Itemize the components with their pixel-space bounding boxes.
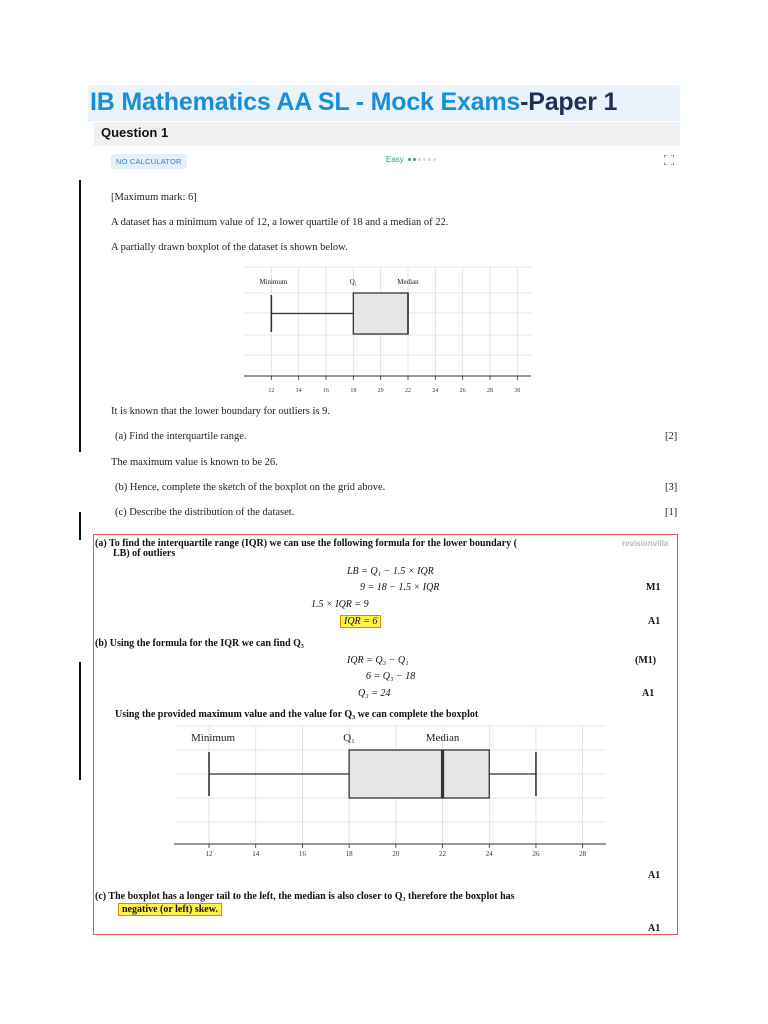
x-tick-label: 28 (579, 850, 587, 858)
question-label: Question 1 (101, 125, 169, 140)
difficulty-dot (428, 158, 431, 161)
question-header (94, 122, 680, 146)
difficulty-dot (418, 158, 421, 161)
solution-b-eq3: Q₃ = 24 (358, 688, 391, 699)
x-tick-label: 26 (532, 850, 540, 858)
part-c-marks: [1] (665, 507, 678, 518)
part-a-question: (a) Find the interquartile range. (115, 431, 247, 442)
x-tick-label: 12 (268, 388, 275, 394)
difficulty-indicator (386, 155, 436, 164)
x-tick-label: 16 (298, 850, 306, 858)
title-paper: -Paper 1 (520, 88, 618, 116)
expand-icon[interactable] (664, 155, 674, 165)
no-calculator-badge: NO CALCULATOR (111, 154, 187, 169)
x-tick-label: 20 (377, 388, 384, 394)
x-tick-label: 16 (323, 388, 329, 394)
solution-c-text: (c) The boxplot has a longer tail to the left, the median is also closer to Q₃ therefore the boxplot has (95, 891, 515, 902)
solution-a-eq1: LB = Q₁ − 1.5 × IQR (347, 566, 434, 577)
x-tick-label: 20 (392, 850, 400, 858)
x-tick-label: 26 (459, 388, 466, 394)
solution-a-eq3: 1.5 × IQR = 9 (311, 599, 369, 610)
solution-b-eq1: IQR = Q₃ − Q₁ (347, 655, 409, 666)
solution-c-highlight: negative (or left) skew. (118, 903, 222, 916)
solution-b-mark3: A1 (648, 870, 661, 881)
x-tick-label: 24 (485, 850, 493, 858)
solution-b-intro: (b) Using the formula for the IQR we can find Q₃ (95, 638, 304, 649)
x-tick-label: 14 (295, 388, 302, 394)
solution-a-mark1: M1 (646, 582, 661, 593)
difficulty-dot (433, 158, 436, 161)
part-a-marks: [2] (665, 431, 678, 442)
part-b-marks: [3] (665, 482, 678, 493)
x-tick-label: 12 (205, 850, 213, 858)
title-main: IB Mathematics AA SL - Mock Exams (90, 88, 521, 116)
solution-c-mark: A1 (648, 923, 661, 934)
solution-a-mark2: A1 (648, 616, 661, 627)
solution-b-eq2: 6 = Q₃ − 18 (366, 671, 416, 682)
difficulty-dot (423, 158, 426, 161)
box (353, 293, 408, 334)
x-tick-label: 22 (439, 850, 447, 858)
x-tick-label: 18 (345, 850, 353, 858)
boxplot-label: Q₁ (343, 732, 356, 744)
boxplot-label: Minimum (191, 732, 236, 744)
solution-a-eq2: 9 = 18 − 1.5 × IQR (360, 582, 440, 593)
solution-b-mark2: A1 (642, 688, 655, 699)
question-line-4: The maximum value is known to be 26. (111, 457, 278, 468)
solution-b-text: Using the provided maximum value and the value for Q₃ we can complete the boxplot (115, 709, 479, 720)
max-mark: [Maximum mark: 6] (111, 192, 197, 203)
x-tick-label: 14 (252, 850, 260, 858)
margin-bar (79, 180, 81, 452)
part-b-question: (b) Hence, complete the sketch of the boxplot on the grid above. (115, 482, 386, 493)
partial-boxplot-chart (240, 265, 535, 395)
question-line-3: It is known that the lower boundary for outliers is 9. (111, 406, 331, 417)
x-tick-label: 18 (350, 388, 357, 394)
completed-boxplot-chart (170, 724, 610, 866)
box (349, 750, 489, 798)
margin-bar (79, 662, 81, 780)
solution-a-intro: (a) To find the interquartile range (IQR) we can use the following formula for the lower boundary ( (95, 538, 517, 549)
question-line-2: A partially drawn boxplot of the dataset is shown below. (111, 242, 348, 253)
solution-a-answer: IQR = 6 (340, 615, 381, 628)
x-tick-label: 28 (487, 388, 493, 394)
difficulty-dots (406, 155, 436, 164)
part-c-question: (c) Describe the distribution of the dataset. (115, 507, 295, 518)
x-tick-label: 30 (514, 388, 521, 394)
watermark: revisionvilla (622, 539, 669, 548)
x-tick-label: 24 (432, 388, 439, 394)
difficulty-dot (408, 158, 411, 161)
margin-bar (79, 512, 81, 540)
difficulty-label: Easy (386, 155, 404, 164)
boxplot-label: Q₁ (349, 278, 358, 286)
boxplot-label: Median (425, 732, 460, 744)
x-tick-label: 22 (405, 388, 411, 394)
solution-a-intro-2: LB) of outliers (113, 548, 176, 559)
page-title (90, 88, 617, 117)
boxplot-label: Median (397, 278, 419, 286)
boxplot-label: Minimum (259, 278, 288, 286)
question-line-1: A dataset has a minimum value of 12, a lower quartile of 18 and a median of 22. (111, 217, 449, 228)
solution-b-mark1: (M1) (635, 655, 657, 666)
difficulty-dot (413, 158, 416, 161)
